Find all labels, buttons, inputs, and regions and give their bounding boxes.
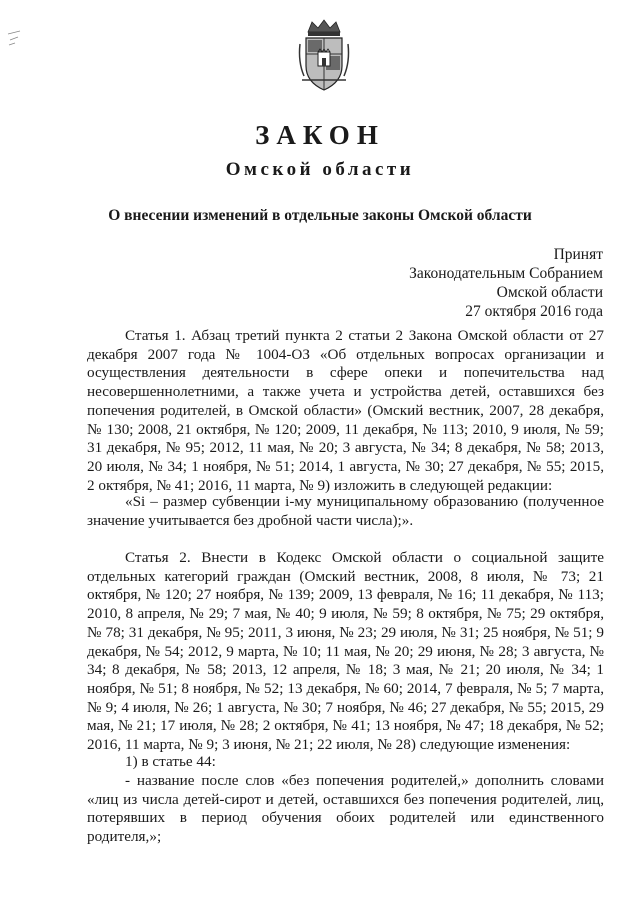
dash-1-text: - название после слов «без попечения родителей,» дополнить словами «лиц из числа детей-сирот и детей, оставшихся без попечения родителей, лиц, потерявших в период обучения обоих родителей или единственного родителя,»; bbox=[87, 772, 604, 846]
article-1-text: Статья 1. Абзац третий пункта 2 статьи 2 Закона Омской области от 27 декабря 2007 года № 1004-ОЗ «Об отдельных вопросах организации и осуществления деятельности в сфере опеки и попечительства над несовершеннолетними, а также учета и устройства детей, оставшихся без попечения родителей, в Омской области» (Омский вестник, 2007, 28 декабря, № 130; 2008, 21 октября, № 120; 2009, 11 декабря, № 113; 2010, 9 июля, № 59; 31 декабря, № 95; 2012, 11 мая, № 20; 3 августа, № 34; 8 декабря, № 58; 2013, 20 июля, № 34; 1 ноября, № 51; 2014, 1 августа, № 30; 27 декабря, № 55; 2015, 2 октября, № 41; 2016, 11 марта, № 9) изложить в следующей редакции: bbox=[87, 327, 604, 494]
adoption-block bbox=[343, 245, 603, 321]
scan-artifact-icon bbox=[6, 28, 24, 48]
adopted-line: Законодательным Собранием bbox=[409, 265, 603, 282]
adopted-line: Омской области bbox=[496, 284, 603, 301]
article-2 bbox=[87, 549, 604, 755]
article-1 bbox=[87, 327, 604, 495]
article-2-dash-1 bbox=[87, 772, 604, 847]
region-subtitle: Омской области bbox=[225, 159, 415, 180]
article-1-quote-block bbox=[87, 493, 604, 530]
item-1-text: 1) в статье 44: bbox=[125, 753, 216, 770]
article-1-quote: «Si – размер субвенции i-му муниципальному образованию (полученное значение учитывается без дробной части числа);». bbox=[87, 493, 604, 529]
adopted-date: 27 октября 2016 года bbox=[465, 303, 603, 320]
law-name: О внесении изменений в отдельные законы Омской области bbox=[108, 207, 532, 224]
adopted-line: Принят bbox=[553, 246, 603, 263]
article-2-text: Статья 2. Внести в Кодекс Омской области о социальной защите отдельных категорий граждан (Омский вестник, 2008, 8 июля, № 73; 21 октября, № 120; 27 ноября, № 139; 2009, 13 февраля, № 16; 11 декабря, № 113; 2010, 8 апреля, № 29; 7 мая, № 40; 9 июля, № 59; 8 октября, № 75; 29 октября, № 78; 31 декабря, № 95; 2011, 3 июня, № 23; 29 июля, № 31; 25 ноября, № 51; 9 декабря, № 54; 2012, 9 марта, № 10; 11 мая, № 20; 29 июня, № 28; 3 августа, № 34; 8 декабря, № 58; 2013, 12 апреля, № 18; 3 мая, № 21; 20 июля, № 34; 1 ноября, № 51; 8 ноября, № 52; 13 декабря, № 60; 2014, 7 февраля, № 5; 7 марта, № 9; 4 июля, № 26; 1 августа, № 30; 7 ноября, № 46; 27 декабря, № 55; 2015, 29 мая, № 21; 17 июля, № 28; 2 октября, № 41; 13 ноября, № 47; 18 декабря, № 52; 2016, 11 марта, № 9; 3 июня, № 21; 22 июля, № 28) следующие изменения: bbox=[87, 549, 604, 754]
omsk-coat-of-arms-icon bbox=[294, 18, 354, 94]
article-2-item-1 bbox=[87, 753, 604, 772]
law-title: ЗАКОН bbox=[255, 120, 385, 150]
